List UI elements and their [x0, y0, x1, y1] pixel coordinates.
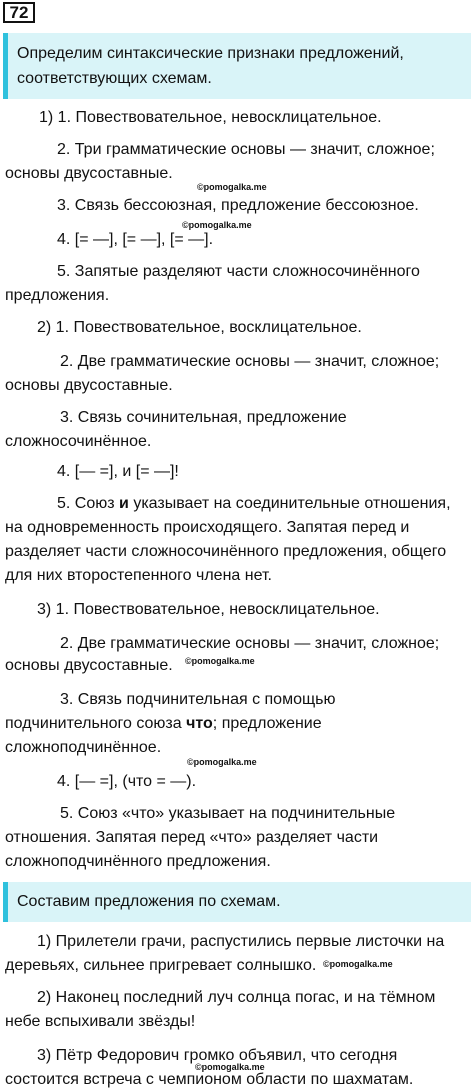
item-2-point-4-scheme: 4. [— =], и [= —]!	[57, 463, 179, 480]
watermark: ©pomogalka.me	[185, 656, 255, 666]
item-2-point-5	[57, 494, 451, 514]
item-1-point-2-cont: основы двусоставные.	[5, 165, 173, 182]
union-label-end: ; предложение	[212, 715, 322, 732]
example-3-cont: состоится встреча с чемпионом области по шахматам.	[5, 1071, 414, 1088]
item-1-point-1: 1) 1. Повествовательное, невосклицательное.	[39, 109, 382, 126]
section-heading-analysis: Определим синтаксические признаки предложений, соответствующих схемам.	[3, 33, 471, 99]
union-prefix: 5. Союз	[57, 495, 115, 512]
item-2-point-1: 2) 1. Повествовательное, восклицательное.	[37, 319, 362, 336]
union-label: подчинительного союза	[5, 715, 182, 732]
item-1-point-5: 5. Запятые разделяют части сложносочинённого	[57, 263, 420, 280]
item-3-point-4-scheme: 4. [— =], (что = —).	[57, 773, 197, 790]
item-1-point-5-cont: предложения.	[5, 287, 110, 304]
item-2-point-5-cont-3: для них второстепенного члена нет.	[5, 567, 272, 584]
item-2-point-3: 3. Связь сочинительная, предложение	[60, 409, 347, 426]
example-1: 1) Прилетели грачи, распустились первые листочки на	[37, 933, 445, 950]
item-3-point-3-cont	[5, 714, 322, 734]
task-number: 72	[3, 2, 35, 23]
item-3-point-5: 5. Союз «что» указывает на подчинительные	[60, 805, 396, 822]
union-text: указывает на соединительные отношения,	[133, 495, 451, 512]
item-3-point-3-cont-2: сложноподчинённое.	[5, 739, 162, 756]
item-3-point-2-cont: основы двусоставные.	[5, 657, 173, 674]
item-2-point-5-cont-1: на одновременность происходящего. Запятая перед и	[5, 519, 410, 536]
item-2-point-2-cont: основы двусоставные.	[5, 377, 173, 394]
watermark: ©pomogalka.me	[323, 959, 393, 969]
example-2-cont: небе вспыхивали звёзды!	[5, 1013, 196, 1030]
watermark: ©pomogalka.me	[197, 182, 267, 192]
item-3-point-1: 3) 1. Повествовательное, невосклицательное.	[37, 601, 380, 618]
union-chto: что	[186, 715, 213, 732]
item-3-point-3: 3. Связь подчинительная с помощью	[60, 691, 336, 708]
item-3-point-5-cont-2: сложноподчинённого предложения.	[5, 853, 271, 870]
watermark: ©pomogalka.me	[187, 757, 257, 767]
example-1-cont: деревьях, сильнее пригревает солнышко.	[5, 957, 317, 974]
example-3: 3) Пётр Федорович громко объявил, что сегодня	[37, 1047, 398, 1064]
item-1-point-2: 2. Три грамматические основы — значит, сложное;	[57, 141, 435, 158]
union-i: и	[119, 495, 129, 512]
item-2-point-5-cont-2: разделяет части сложносочинённого предложения, общего	[5, 543, 447, 560]
item-2-point-3-cont: сложносочинённое.	[5, 433, 152, 450]
example-2: 2) Наконец последний луч солнца погас, и на тёмном	[37, 989, 436, 1006]
item-3-point-5-cont-1: отношения. Запятая перед «что» разделяет части	[5, 829, 379, 846]
watermark: ©pomogalka.me	[195, 1062, 265, 1072]
item-2-point-2: 2. Две грамматические основы — значит, сложное;	[60, 353, 440, 370]
item-1-point-4-scheme: 4. [= —], [= —], [= —].	[57, 231, 214, 248]
section-heading-examples: Составим предложения по схемам.	[3, 882, 471, 922]
item-1-point-3: 3. Связь бессоюзная, предложение бессоюзное.	[57, 197, 419, 214]
watermark: ©pomogalka.me	[182, 220, 252, 230]
item-3-point-2: 2. Две грамматические основы — значит, сложное;	[60, 635, 440, 652]
